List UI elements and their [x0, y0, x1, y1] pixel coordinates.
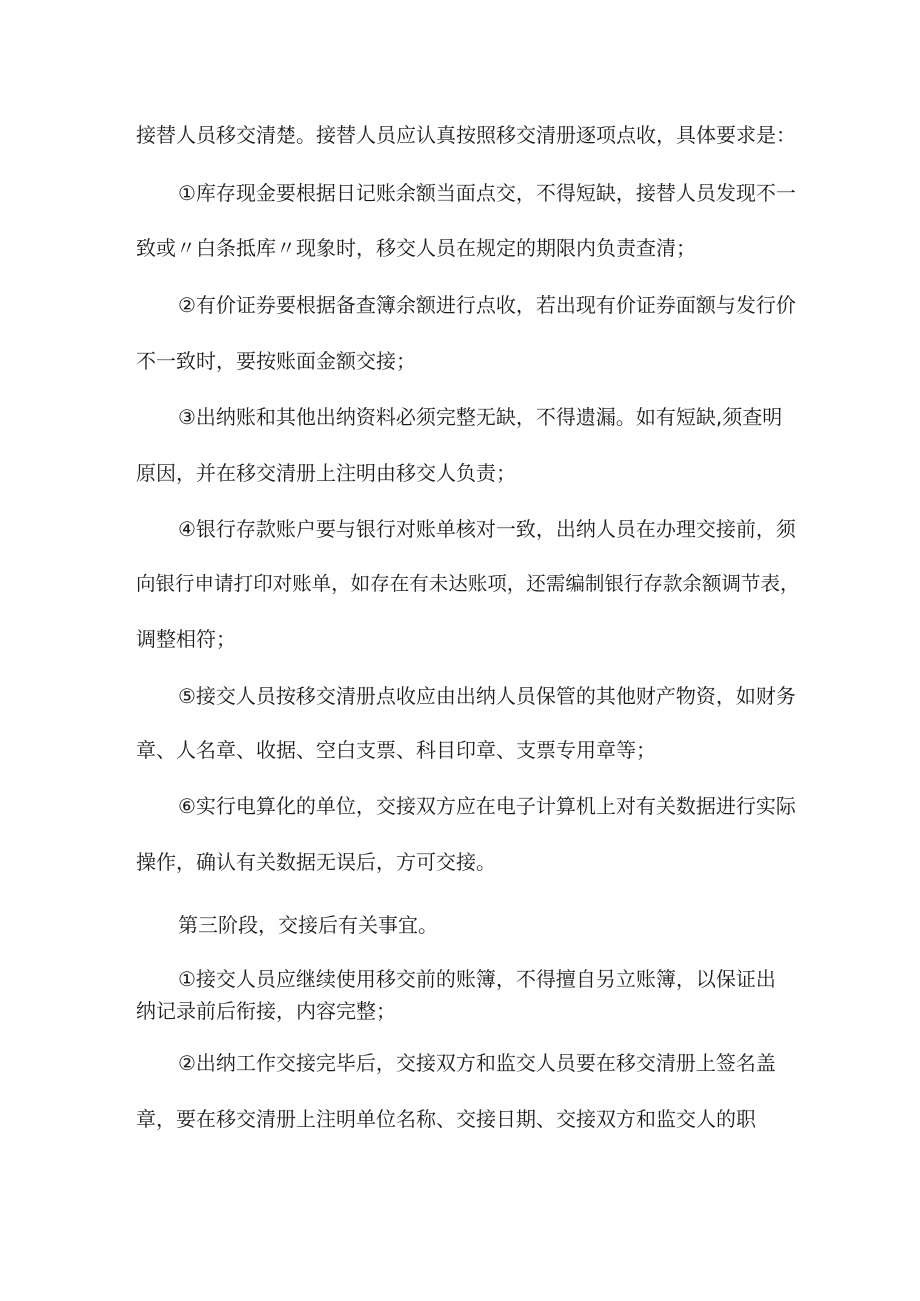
text-line: ⑥实行电算化的单位，交接双方应在电子计算机上对有关数据进行实际 [178, 794, 796, 818]
text-line: ④银行存款账户要与银行对账单核对一致，出纳人员在办理交接前，须 [178, 517, 796, 541]
text-line: 不一致时，要按账面金额交接； [136, 349, 416, 373]
text-line: 操作，确认有关数据无误后，方可交接。 [136, 850, 496, 874]
text-line: 章，要在移交清册上注明单位名称、交接日期、交接双方和监交人的职 [136, 1107, 756, 1131]
text-line: ②有价证券要根据备查簿余额进行点收，若出现有价证券面额与发行价 [178, 293, 796, 317]
text-line: ①接交人员应继续使用移交前的账簿，不得擅自另立账簿，以保证出 [178, 967, 776, 991]
text-line: ②出纳工作交接完毕后，交接双方和监交人员要在移交清册上签名盖 [178, 1051, 776, 1075]
text-line: ⑤接交人员按移交清册点收应由出纳人员保管的其他财产物资，如财务 [178, 684, 796, 708]
text-line: 章、人名章、收据、空白支票、科目印章、支票专用章等； [136, 738, 656, 762]
text-line: 接替人员移交清楚。接替人员应认真按照移交清册逐项点收，具体要求是： [136, 123, 796, 147]
text-line: 调整相符； [136, 627, 236, 651]
text-line: 纳记录前后衔接，内容完整； [136, 999, 396, 1023]
text-line: 致或〃白条抵库〃现象时，移交人员在规定的期限内负责查清； [136, 236, 696, 260]
text-line: ①库存现金要根据日记账余额当面点交，不得短缺，接替人员发现不一 [178, 181, 796, 205]
text-line: ③出纳账和其他出纳资料必须完整无缺，不得遗漏。如有短缺,须查明 [178, 405, 783, 429]
text-line: 向银行申请打印对账单，如存在有未达账项，还需编制银行存款余额调节表， [136, 572, 800, 595]
text-line: 原因，并在移交清册上注明由移交人负责； [136, 461, 516, 485]
section-heading: 第三阶段，交接后有关事宜。 [178, 913, 438, 937]
